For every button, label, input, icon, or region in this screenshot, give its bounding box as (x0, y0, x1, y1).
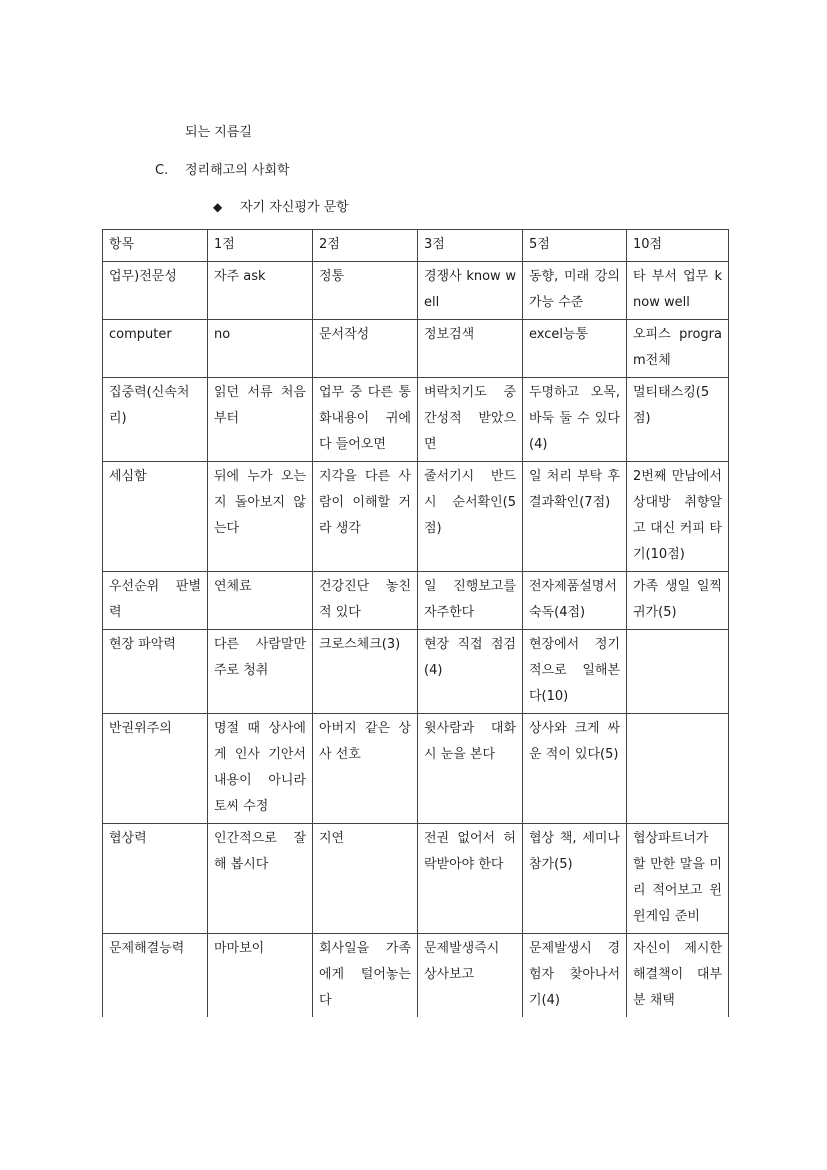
table-cell: 연체료 (208, 572, 313, 630)
table-cell: 타 부서 업무 know well (627, 262, 729, 320)
table-cell: 문제발생즉시 상사보고 (418, 934, 523, 1018)
header-cell: 10점 (627, 230, 729, 262)
table-cell: 윗사람과 대화시 눈을 본다 (418, 714, 523, 824)
table-row (103, 714, 729, 824)
row-label-cell: 문제해결능력 (103, 934, 208, 1018)
table-cell: 동향, 미래 강의가능 수준 (523, 262, 627, 320)
table-cell: 건강진단 놓친 적 있다 (313, 572, 418, 630)
section-marker: C. (155, 163, 169, 178)
table-row (103, 378, 729, 462)
diamond-bullet-icon: ◆ (213, 200, 223, 214)
table-cell: 일 처리 부탁 후 결과확인(7점) (523, 462, 627, 572)
table-cell: 줄서기시 반드시 순서확인(5점) (418, 462, 523, 572)
table-cell: 현장 직접 점검(4) (418, 630, 523, 714)
table-cell: 멀티태스킹(5점) (627, 378, 729, 462)
table-cell: 아버지 같은 상사 선호 (313, 714, 418, 824)
table-cell: 2번째 만남에서 상대방 취향알고 대신 커피 타기(10점) (627, 462, 729, 572)
table-cell: 정통 (313, 262, 418, 320)
table-header-row (103, 230, 729, 262)
table-cell: 현장에서 정기적으로 일해본다(10) (523, 630, 627, 714)
table-cell (627, 714, 729, 824)
table-cell: 자주 ask (208, 262, 313, 320)
table-cell: 정보검색 (418, 320, 523, 378)
header-cell: 3점 (418, 230, 523, 262)
row-label-cell: 반권위주의 (103, 714, 208, 824)
table-row (103, 462, 729, 572)
table-cell: 두명하고 오목, 바둑 둘 수 있다(4) (523, 378, 627, 462)
self-evaluation-table (102, 229, 729, 1017)
table-cell: 명절 때 상사에게 인사 기안서 내용이 아니라 토씨 수정 (208, 714, 313, 824)
table-row (103, 572, 729, 630)
table-row (103, 934, 729, 1018)
row-label-cell: 업무)전문성 (103, 262, 208, 320)
row-label-cell: 협상력 (103, 824, 208, 934)
header-cell: 5점 (523, 230, 627, 262)
row-label-cell: 세심함 (103, 462, 208, 572)
header-cell: 1점 (208, 230, 313, 262)
table-cell: 경쟁사 know well (418, 262, 523, 320)
row-label-cell: 현장 파악력 (103, 630, 208, 714)
table-row (103, 320, 729, 378)
header-cell: 항목 (103, 230, 208, 262)
continued-text-line: 되는 지름길 (185, 125, 252, 140)
table-cell (627, 630, 729, 714)
table-cell: 전권 없어서 허락받아야 한다 (418, 824, 523, 934)
row-label-cell: 우선순위 판별력 (103, 572, 208, 630)
table-cell: 인간적으로 잘 해 봅시다 (208, 824, 313, 934)
table-cell: 일 진행보고를 자주한다 (418, 572, 523, 630)
table-cell: 지연 (313, 824, 418, 934)
row-label-cell: computer (103, 320, 208, 378)
table-cell: 협상파트너가 할 만한 말을 미리 적어보고 윈윈게임 준비 (627, 824, 729, 934)
table-cell: 문서작성 (313, 320, 418, 378)
table-cell: 전자제품설명서 숙독(4점) (523, 572, 627, 630)
section-heading (155, 159, 290, 178)
table-cell: excel능통 (523, 320, 627, 378)
table-cell: 자신이 제시한 해결책이 대부분 채택 (627, 934, 729, 1018)
header-cell: 2점 (313, 230, 418, 262)
table-cell: 협상 책, 세미나 참가(5) (523, 824, 627, 934)
table-cell: 다른 사람말만 주로 청취 (208, 630, 313, 714)
row-label-cell: 집중력(신속처리) (103, 378, 208, 462)
table-cell: no (208, 320, 313, 378)
table-cell: 크로스체크(3) (313, 630, 418, 714)
table-cell: 읽던 서류 처음부터 (208, 378, 313, 462)
table-row (103, 630, 729, 714)
table-cell: 가족 생일 일찍 귀가(5) (627, 572, 729, 630)
table-cell: 뒤에 누가 오는지 돌아보지 않는다 (208, 462, 313, 572)
table-cell: 업무 중 다른 통화내용이 귀에 다 들어오면 (313, 378, 418, 462)
table-cell: 벼락치기도 중간성적 받았으면 (418, 378, 523, 462)
table-cell: 상사와 크게 싸운 적이 있다(5) (523, 714, 627, 824)
table-cell: 지각을 다른 사람이 이해할 거라 생각 (313, 462, 418, 572)
table-body (103, 230, 729, 1018)
table-cell: 회사일을 가족에게 털어놓는다 (313, 934, 418, 1018)
subsection-title: 자기 자신평가 문항 (240, 200, 349, 215)
table-cell: 마마보이 (208, 934, 313, 1018)
table-row (103, 824, 729, 934)
table-cell: 오피스 program전체 (627, 320, 729, 378)
table-cell: 문제발생시 경험자 찾아나서기(4) (523, 934, 627, 1018)
section-title: 정리해고의 사회학 (185, 163, 290, 178)
subsection-heading (213, 196, 349, 215)
table-row (103, 262, 729, 320)
